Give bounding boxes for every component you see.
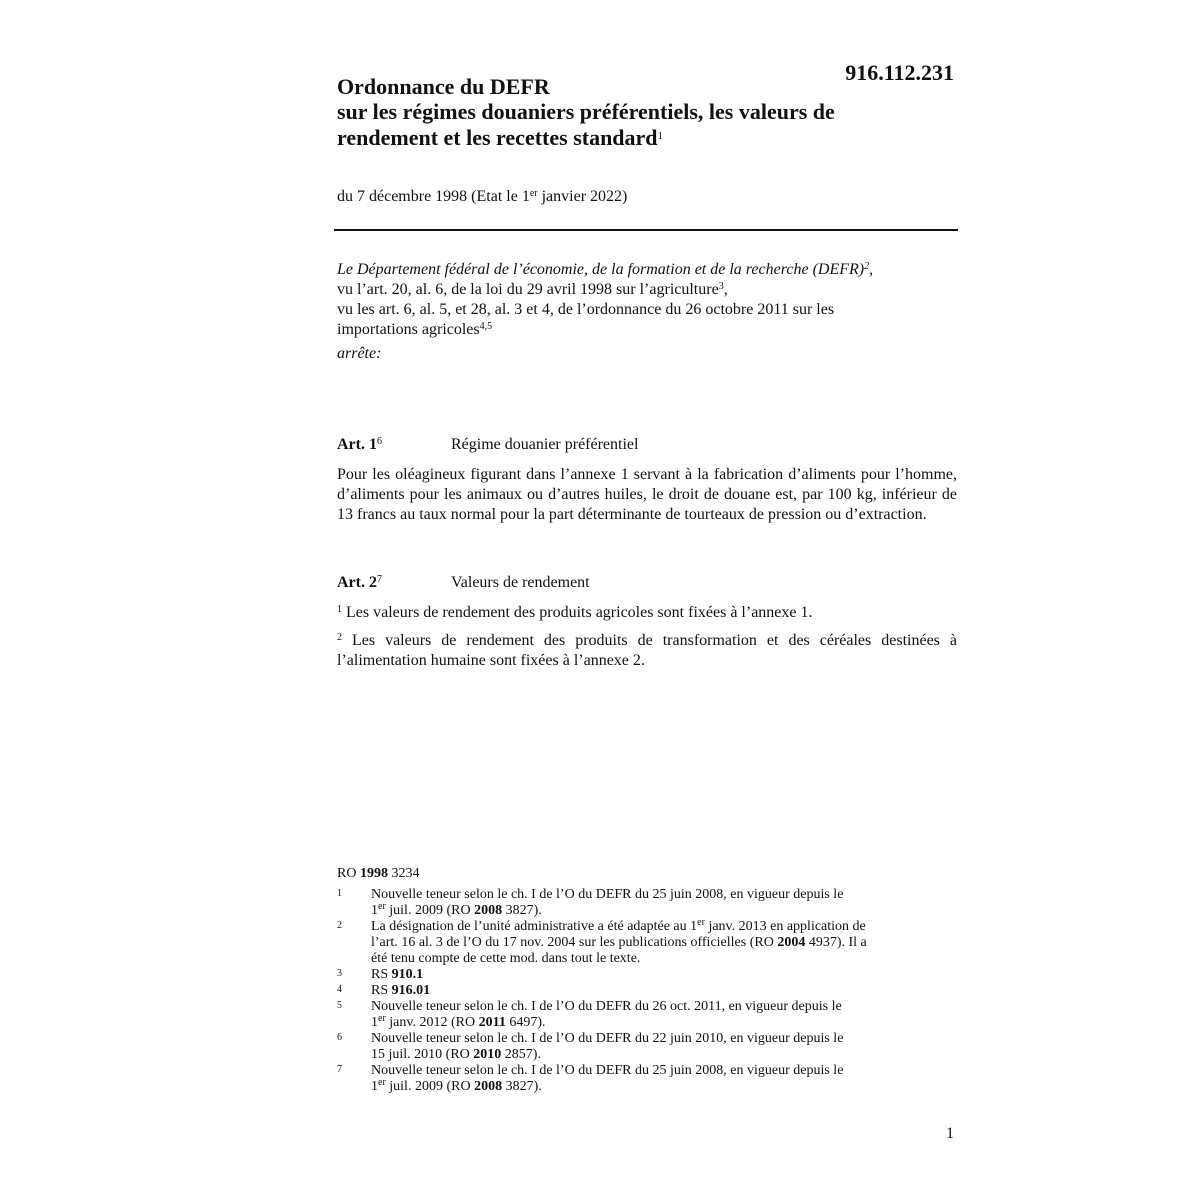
footnote-text	[371, 1063, 956, 1095]
ro-prefix: RO	[337, 866, 360, 881]
footnote-ref-1[interactable]: 1	[657, 130, 664, 142]
footnote-number: 2	[337, 920, 342, 931]
footnote-3	[337, 967, 957, 983]
article-2-paragraph-1	[337, 603, 957, 623]
footnote-7-line-1: Nouvelle teneur selon le ch. I de l’O du DEFR du 25 juin 2008, en vigueur depuis le	[371, 1063, 844, 1078]
footnote-2-line-2b: 4937). Il a	[805, 935, 867, 950]
title-line-3-text: rendement et les recettes standard	[337, 125, 658, 150]
footnote-7	[337, 1063, 957, 1095]
footnote-text	[371, 887, 956, 919]
document-date	[337, 188, 627, 206]
footnote-number: 4	[337, 984, 342, 995]
preamble	[337, 260, 957, 364]
footnote-5-line-1: Nouvelle teneur selon le ch. I de l’O du DEFR du 26 oct. 2011, en vigueur depuis le	[371, 999, 842, 1014]
footnote-1-day: 1	[371, 903, 378, 918]
footnote-2-line-1b: janv. 2013 en application de	[704, 919, 866, 934]
footnote-text	[371, 1031, 956, 1063]
footnote-1-end: 3827).	[502, 903, 542, 918]
footnote-1	[337, 887, 957, 919]
preamble-line-2	[337, 280, 957, 300]
footnote-6-line-1: Nouvelle teneur selon le ch. I de l’O du DEFR du 22 juin 2010, en vigueur depuis le	[371, 1031, 844, 1046]
alinea-2-number: 2	[337, 632, 342, 643]
footnote-text	[371, 983, 956, 999]
footnote-text	[371, 919, 956, 967]
preamble-arrete: arrête:	[337, 345, 382, 362]
preamble-line-4	[337, 320, 957, 340]
footnote-6-line-2: 15 juil. 2010 (RO	[371, 1047, 474, 1062]
footnote-2-line-1a: La désignation de l’unité administrative a été adaptée au 1	[371, 919, 698, 934]
footnote-number: 3	[337, 968, 342, 979]
footnote-number: 7	[337, 1064, 342, 1075]
ro-year: 1998	[359, 866, 388, 881]
article-2-heading: Valeurs de rendement	[451, 574, 590, 591]
authority-text: Le Département fédéral de l’économie, de la formation et de la recherche (DEFR)	[337, 261, 865, 278]
alinea-1-number: 1	[337, 604, 342, 615]
footnote-2	[337, 919, 957, 967]
preamble-line-2-text: vu l’art. 20, al. 6, de la loi du 29 avril 1998 sur l’agriculture	[337, 281, 719, 298]
footnote-1-year: 2008	[474, 903, 503, 918]
footnote-ref-7[interactable]: 7	[376, 574, 382, 585]
title-line-1: Ordonnance du DEFR	[337, 74, 550, 99]
ro-reference	[337, 866, 419, 882]
footnote-7-end: 3827).	[502, 1079, 542, 1094]
footnote-ref-2[interactable]: 2	[864, 261, 870, 272]
footnote-6-end: 2857).	[501, 1047, 541, 1062]
footnote-3-rs: 910.1	[391, 967, 424, 982]
footnote-4	[337, 983, 957, 999]
footnote-7-year: 2008	[474, 1079, 503, 1094]
article-2-label	[337, 574, 382, 592]
preamble-line-2-tail: ,	[723, 281, 728, 298]
footnote-ref-6[interactable]: 6	[376, 436, 382, 447]
footnote-2-line-3: été tenu compte de cette mod. dans tout le texte.	[371, 951, 641, 966]
footnote-2-sup: er	[697, 917, 705, 928]
footnote-5-end: 6497).	[505, 1015, 546, 1030]
footnote-1-line-1: Nouvelle teneur selon le ch. I de l’O du DEFR du 25 juin 2008, en vigueur depuis le	[371, 887, 844, 902]
title-divider	[334, 229, 958, 231]
date-sup: er	[529, 188, 538, 199]
footnote-4-rs: 916.01	[391, 983, 431, 998]
preamble-line-4-text: importations agricoles	[337, 321, 480, 338]
footnote-2-line-2a: l’art. 16 al. 3 de l’O du 17 nov. 2004 sur les publications officielles (RO	[371, 935, 778, 950]
preamble-line-3: vu les art. 6, al. 5, et 28, al. 3 et 4, de l’ordonnance du 26 octobre 2011 sur les	[337, 301, 835, 318]
footnote-5-line-2: janv. 2012 (RO	[385, 1015, 479, 1030]
article-2-label-text: Art. 2	[337, 574, 377, 591]
footnote-number: 6	[337, 1032, 342, 1043]
footnote-6	[337, 1031, 957, 1063]
footnote-1-line-2: juil. 2009 (RO	[385, 903, 475, 918]
footnote-4-prefix: RS	[371, 983, 392, 998]
article-1-label-text: Art. 1	[337, 436, 377, 453]
footnote-ref-4-5[interactable]: 4,5	[479, 321, 493, 332]
footnote-6-year: 2010	[473, 1047, 502, 1062]
article-1-label	[337, 436, 382, 454]
footnote-number: 5	[337, 1000, 342, 1011]
footnote-1-sup: er	[378, 901, 386, 912]
alinea-2-text: Les valeurs de rendement des produits de transformation et des céréales destinées à l’alimentation humaine sont fixées à l’annexe 2.	[337, 632, 957, 669]
preamble-authority	[337, 260, 957, 280]
document-number: 916.112.231	[845, 60, 954, 85]
article-2-paragraph-2	[337, 631, 957, 671]
footnote-ref-3[interactable]: 3	[718, 281, 724, 292]
date-suffix: janvier 2022)	[537, 188, 628, 205]
footnote-text	[371, 967, 956, 983]
alinea-1-text: Les valeurs de rendement des produits agricoles sont fixées à l’annexe 1.	[342, 604, 813, 621]
footnote-3-prefix: RS	[371, 967, 392, 982]
title-line-2: sur les régimes douaniers préférentiels, les valeurs de	[337, 99, 835, 124]
date-prefix: du 7 décembre 1998 (Etat le 1	[337, 188, 530, 205]
footnote-5-year: 2011	[478, 1015, 506, 1030]
page-number: 1	[946, 1125, 954, 1142]
footnote-5-day: 1	[371, 1015, 378, 1030]
ro-page: 3234	[387, 866, 420, 881]
footnote-5-sup: er	[378, 1013, 386, 1024]
article-1-paragraph: Pour les oléagineux figurant dans l’annexe 1 servant à la fabrication d’aliments pour l’homme, d’aliments pour les animaux ou d’autres huiles, le droit de douane est, par 100 kg, inférieur de 13 francs au taux normal pour la part déterminante de tourteaux de pression ou d’extraction.	[337, 466, 957, 523]
article-1-heading: Régime douanier préférentiel	[451, 436, 639, 453]
footnote-text	[371, 999, 956, 1031]
footnote-5	[337, 999, 957, 1031]
footnote-2-year: 2004	[777, 935, 806, 950]
footnote-number: 1	[337, 888, 342, 899]
footnote-7-day: 1	[371, 1079, 378, 1094]
document-title	[337, 74, 957, 150]
footnote-7-sup: er	[378, 1077, 386, 1088]
title-line-3	[337, 124, 957, 150]
footnote-7-line-2: juil. 2009 (RO	[385, 1079, 475, 1094]
authority-tail: ,	[869, 261, 874, 278]
